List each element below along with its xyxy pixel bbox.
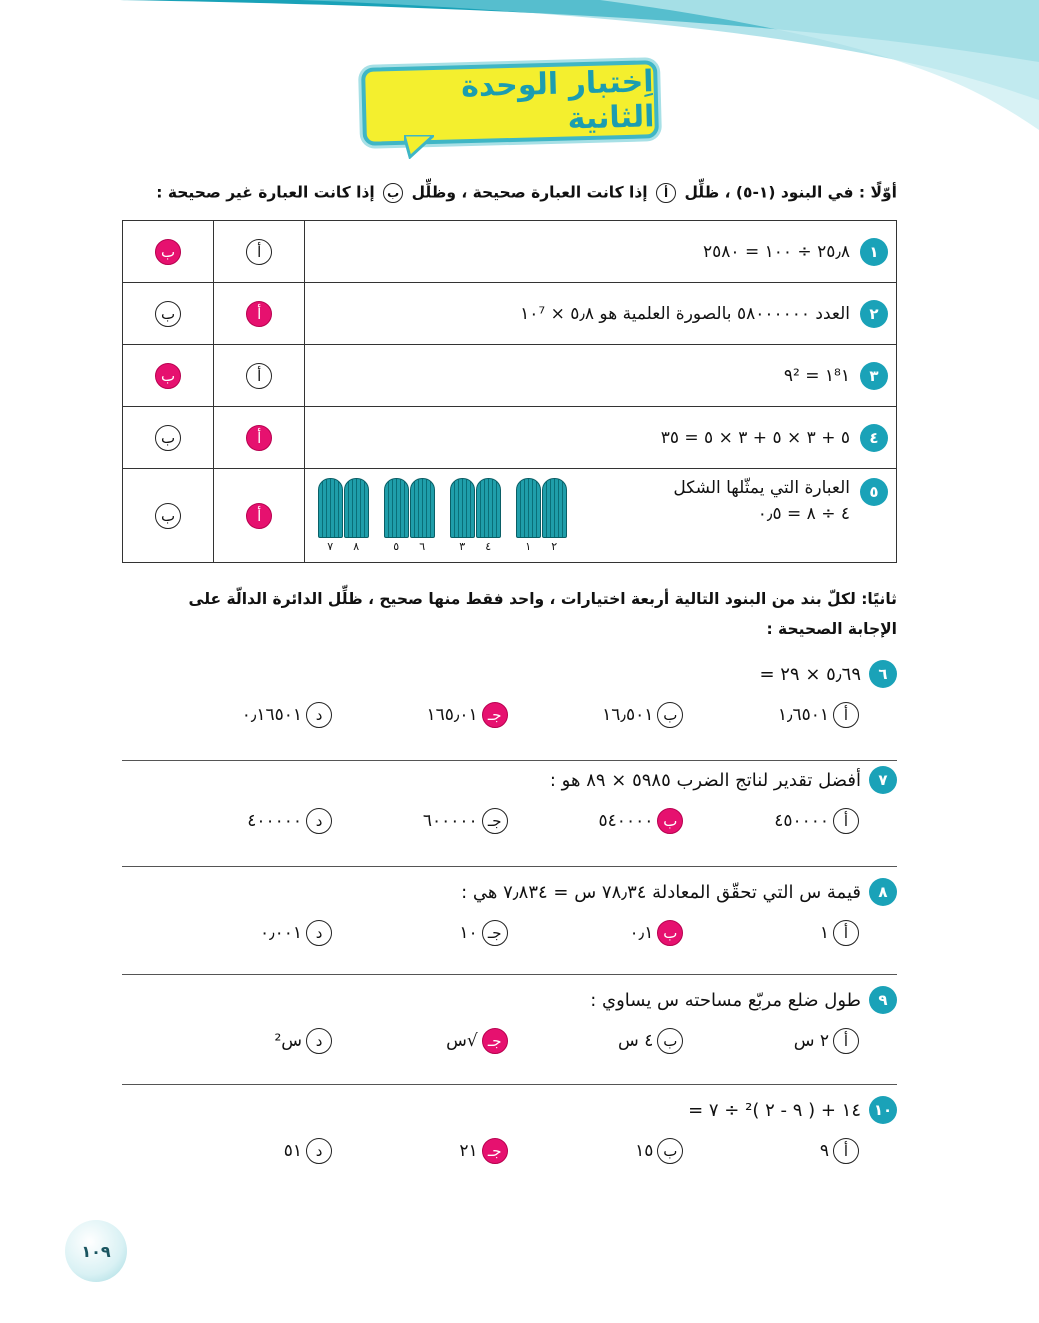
section1-heading <box>156 183 897 203</box>
answer-bubble-a[interactable]: أ <box>246 503 272 529</box>
mcq-option[interactable] <box>348 1138 508 1164</box>
fraction-bars-figure <box>317 478 567 553</box>
option-bubble-a[interactable]: أ <box>833 1028 859 1054</box>
option-value: √س <box>446 1031 478 1051</box>
mcq-option[interactable] <box>523 920 683 946</box>
option-bubble-c[interactable]: جـ <box>482 1028 508 1054</box>
tf-statement: ٥ + ٣ × ٥ + ٣ × ٥ = ٣٥ <box>660 427 850 448</box>
page-number: ١٠٩ <box>65 1220 127 1282</box>
bar-group <box>515 478 567 553</box>
tf-row <box>123 345 897 407</box>
section1-heading-part3: إذا كانت العبارة غير صحيحة : <box>156 183 375 202</box>
divider <box>122 866 897 867</box>
option-value: ١٦٥٫٠١ <box>426 705 478 725</box>
option-bubble-b[interactable]: ب <box>657 1028 683 1054</box>
option-value: ٤٠٠٠٠٠ <box>247 811 303 831</box>
item-number-badge: ٤ <box>860 424 888 452</box>
answer-bubble-b[interactable]: ب <box>155 301 181 327</box>
option-bubble-b[interactable]: ب <box>657 1138 683 1164</box>
option-bubble-d[interactable]: د <box>306 1028 332 1054</box>
mcq-option[interactable] <box>523 1138 683 1164</box>
bar-cylinder <box>384 478 409 538</box>
option-bubble-d[interactable]: د <box>306 920 332 946</box>
option-value: ٢١ <box>459 1141 478 1161</box>
option-bubble-b[interactable]: ب <box>657 702 683 728</box>
mcq-option[interactable] <box>172 920 332 946</box>
option-bubble-a[interactable]: أ <box>833 808 859 834</box>
item-number-badge: ٢ <box>860 300 888 328</box>
bar-label: ٨ <box>353 540 360 553</box>
answer-bubble-b[interactable]: ب <box>155 503 181 529</box>
bar-label: ٦ <box>419 540 426 553</box>
tf-row <box>123 283 897 345</box>
mcq-option[interactable] <box>348 1028 508 1054</box>
bar-cylinder <box>516 478 541 538</box>
option-value: ١ <box>819 923 829 943</box>
option-value: ١٥ <box>635 1141 654 1161</box>
mcq-option[interactable] <box>699 702 859 728</box>
option-value: ٥٤٠٠٠٠ <box>598 811 654 831</box>
mcq-stem: ٥٫٦٩ × ٢٩ = <box>759 663 861 685</box>
option-value: ٠٫١ <box>629 923 654 943</box>
mcq-option[interactable] <box>172 702 332 728</box>
mcq-option[interactable] <box>523 1028 683 1054</box>
bar-label: ١ <box>525 540 532 553</box>
option-bubble-d[interactable]: د <box>306 702 332 728</box>
mcq-stem: قيمة س التي تحقّق المعادلة ٧٨٫٣٤ س = ٧٫٨٣٤ هي : <box>461 881 861 903</box>
mcq-option[interactable] <box>172 1138 332 1164</box>
unit-test-title <box>361 60 659 146</box>
option-bubble-c[interactable]: جـ <box>482 808 508 834</box>
answer-bubble-b[interactable]: ب <box>155 425 181 451</box>
option-bubble-a[interactable]: أ <box>833 920 859 946</box>
bar-cylinder <box>476 478 501 538</box>
bar-cylinder <box>410 478 435 538</box>
option-bubble-b[interactable]: ب <box>657 808 683 834</box>
tf-statement-expression: ٤ ÷ ٨ = ٠٫٥ <box>757 504 850 524</box>
option-value: ٠٫٠٠١ <box>259 923 303 943</box>
option-value: ١٦٫٥٠١ <box>602 705 654 725</box>
option-bubble-a[interactable]: أ <box>833 1138 859 1164</box>
answer-bubble-a[interactable]: أ <box>246 301 272 327</box>
answer-bubble-a[interactable]: أ <box>246 363 272 389</box>
mcq-option[interactable] <box>348 702 508 728</box>
mcq-item <box>122 660 897 728</box>
item-number-badge: ١ <box>860 238 888 266</box>
option-value: ٢ س <box>793 1031 829 1051</box>
item-number-badge: ٧ <box>869 766 897 794</box>
option-bubble-a[interactable]: أ <box>833 702 859 728</box>
option-value: ٤٥٠٠٠٠ <box>774 811 829 831</box>
option-value: ٤ س <box>618 1031 654 1051</box>
true-false-table <box>122 220 897 563</box>
section1-heading-part2: إذا كانت العبارة صحيحة ، وظلِّل <box>411 183 648 202</box>
tf-statement: ٢٥٫٨ ÷ ١٠٠ = ٢٥٨٠ <box>703 241 850 262</box>
mcq-item <box>122 878 897 946</box>
section1-heading-part1: أوّلًا : في البنود (١-٥) ، ظلِّل <box>684 183 897 202</box>
mcq-option[interactable] <box>699 1028 859 1054</box>
item-number-badge: ٩ <box>869 986 897 1014</box>
bar-cylinder <box>542 478 567 538</box>
tf-row <box>123 407 897 469</box>
option-value: ٥١ <box>283 1141 303 1161</box>
bar-label: ٤ <box>485 540 492 553</box>
bar-label: ٧ <box>327 540 334 553</box>
mcq-option[interactable] <box>172 808 332 834</box>
bubble-b-sample: ب <box>383 183 403 203</box>
bar-group <box>449 478 501 553</box>
bar-cylinder <box>344 478 369 538</box>
bar-label: ٥ <box>393 540 400 553</box>
answer-bubble-a[interactable]: أ <box>246 239 272 265</box>
bar-label: ٣ <box>459 540 466 553</box>
mcq-option[interactable] <box>348 920 508 946</box>
option-bubble-c[interactable]: جـ <box>482 1138 508 1164</box>
item-number-badge: ٥ <box>860 478 888 506</box>
option-bubble-b[interactable]: ب <box>657 920 683 946</box>
mcq-stem: ١٤ + ( ٩ - ٢ )² ÷ ٧ = <box>688 1099 861 1121</box>
divider <box>122 760 897 761</box>
option-value: ٠٫١٦٥٠١ <box>241 705 303 725</box>
bar-label: ٢ <box>551 540 558 553</box>
mcq-item <box>122 986 897 1054</box>
tf-row <box>123 469 897 563</box>
option-bubble-c[interactable]: جـ <box>482 702 508 728</box>
bar-cylinder <box>450 478 475 538</box>
mcq-option[interactable] <box>699 808 859 834</box>
item-number-badge: ٦ <box>869 660 897 688</box>
option-value: ١٫٦٥٠١ <box>777 705 829 725</box>
item-number-badge: ٨ <box>869 878 897 906</box>
tf-statement: ١⁸١ = ٩² <box>783 365 850 386</box>
option-bubble-c[interactable]: جـ <box>482 920 508 946</box>
mcq-option[interactable] <box>523 702 683 728</box>
mcq-option[interactable] <box>523 808 683 834</box>
item-number-badge: ٣ <box>860 362 888 390</box>
option-value: ٦٠٠٠٠٠ <box>422 811 478 831</box>
option-bubble-d[interactable]: د <box>306 1138 332 1164</box>
bar-group <box>383 478 435 553</box>
item-number-badge: ١٠ <box>869 1096 897 1124</box>
divider <box>122 974 897 975</box>
mcq-item <box>122 1096 897 1164</box>
tf-row <box>123 221 897 283</box>
option-value: ٩ <box>819 1141 829 1161</box>
mcq-option[interactable] <box>699 1138 859 1164</box>
answer-bubble-a[interactable]: أ <box>246 425 272 451</box>
mcq-option[interactable] <box>699 920 859 946</box>
section2-heading <box>150 584 897 644</box>
bubble-a-sample: أ <box>656 183 676 203</box>
bar-cylinder <box>318 478 343 538</box>
option-value: ١٠ <box>459 923 478 943</box>
tf-statement: العبارة التي يمثّلها الشكل <box>673 478 850 498</box>
tf-statement: العدد ٥٨٠٠٠٠٠٠ بالصورة العلمية هو ٥٫٨ × ١٠⁷ <box>520 303 850 324</box>
title-tail-decoration <box>404 135 434 159</box>
bar-group <box>317 478 369 553</box>
mcq-stem: طول ضلع مربّع مساحته س يساوي : <box>590 989 861 1011</box>
answer-bubble-b[interactable]: ب <box>155 239 181 265</box>
section2-heading-line1: ثانيًا: لكلّ بند من البنود التالية أربعة اختيارات ، واحد فقط منها صحيح ، ظلِّل الدائرة الدالّة على <box>188 590 897 608</box>
option-bubble-d[interactable]: د <box>306 808 332 834</box>
answer-bubble-b[interactable]: ب <box>155 363 181 389</box>
section2-heading-line2: الإجابة الصحيحة : <box>766 620 897 638</box>
mcq-option[interactable] <box>348 808 508 834</box>
mcq-stem: أفضل تقدير لناتج الضرب ٥٩٨٥ × ٨٩ هو : <box>549 769 861 791</box>
option-value: س² <box>274 1031 303 1051</box>
mcq-item <box>122 766 897 834</box>
page-title: اِختبار الوحدة الثانية <box>460 64 655 137</box>
mcq-option[interactable] <box>172 1028 332 1054</box>
divider <box>122 1084 897 1085</box>
